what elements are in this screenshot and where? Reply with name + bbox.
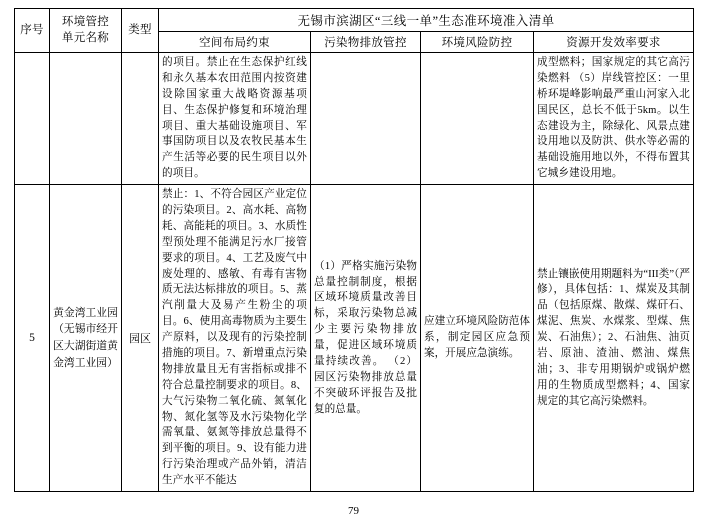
- header-unit-name-line1: 环境管控: [61, 15, 110, 28]
- header-type: 类型: [122, 9, 159, 53]
- header-risk: 环境风险防控: [421, 32, 534, 53]
- row-unit-name: [50, 53, 122, 185]
- row-seq: [15, 53, 50, 185]
- row-pollutant: [311, 53, 421, 185]
- table-row: [15, 185, 694, 492]
- header-pollutant: 污染物排放管控: [311, 32, 421, 53]
- header-spatial: 空间布局约束: [159, 32, 311, 53]
- header-unit-name: [50, 9, 122, 53]
- header-seq: 序号: [15, 9, 50, 53]
- environmental-access-list-table: [14, 8, 694, 492]
- table-row: [15, 53, 694, 185]
- header-unit-name-line2: 单元名称: [61, 31, 110, 44]
- row-spatial: 的项目。禁止在生态保护红线和永久基本农田范围内按资建设除国家重大战略资源基项目、生态保护修复和环境治理项目、重大基础设施项目、军事国防项目以及农牧民基本生产生活等必要的民生项目以外的项目。: [159, 53, 311, 185]
- page-number: 79: [348, 505, 359, 517]
- row-risk: [421, 53, 534, 185]
- row-spatial: 禁止：1、不符合园区产业定位的污染项目。2、高水耗、高物耗、高能耗的项目。3、水质性型预处理不能满足污水厂接管要求的项目。4、工艺及废气中废处理的、感敏、有毒有害物质无法达标排放的项目。5、蒸汽削量大及易产生粉尘的项目。6、使用高毒物质为主要生产原料，以及现有的污染控制措施的项目。7、新增重点污染物排放量且无有害指标或排不符合总量控制要求的项目。8、大气污染物二氧化硫、氮氧化物、氮化氢等及水污染物化学需氧量、氨氮等排放总量得不到平衡的项目。9、设有能力进行污染治理或产品外销，清洁生产水平不能达: [159, 185, 311, 492]
- document-title: 无锡市滨湖区“三线一单”生态准环境准入清单: [159, 9, 694, 32]
- row-unit-name: 黄金湾工业园（无锡市经开区大湖街道黄金湾工业园）: [50, 185, 122, 492]
- row-pollutant: （1）严格实施污染物总量控制制度，根据区域环境质量改善目标，采取污染物总减少主要污染物排放量，促进区域环境质量持续改善。 （2）园区污染物排放总量不突破环评报告及批复的总量。: [311, 185, 421, 492]
- row-resource: 禁止镶嵌使用期题料为“III类”（严修），具体包括：1、煤炭及其制品（包括原煤、散煤、煤矸石、煤泥、焦炭、水煤浆、型煤、焦炭、石油焦）；2、石油焦、油页岩、原油、渣油、燃油、煤焦油；3、非专用期锅炉或锅炉燃用的生物质成型燃料；4、国家规定的其它高污染燃料。: [534, 185, 694, 492]
- row-seq: 5: [15, 185, 50, 492]
- header-resource: 资源开发效率要求: [534, 32, 694, 53]
- table-title-row: [15, 9, 694, 32]
- row-resource: 成型燃料；国家规定的其它高污染燃料 （5）岸线管控区：一里桥环堤峰影响最严重山河家入北国民区，总长不低于5km。以生态建设为主，除绿化、风景点建设用地以及防洪、供水等必需的基础设施用地以外，不得布置其它城乡建设用地。: [534, 53, 694, 185]
- row-type: 园区: [122, 185, 159, 492]
- row-type: [122, 53, 159, 185]
- row-risk: 应建立环境风险防范体系，制定园区应急预案，开展应急演练。: [421, 185, 534, 492]
